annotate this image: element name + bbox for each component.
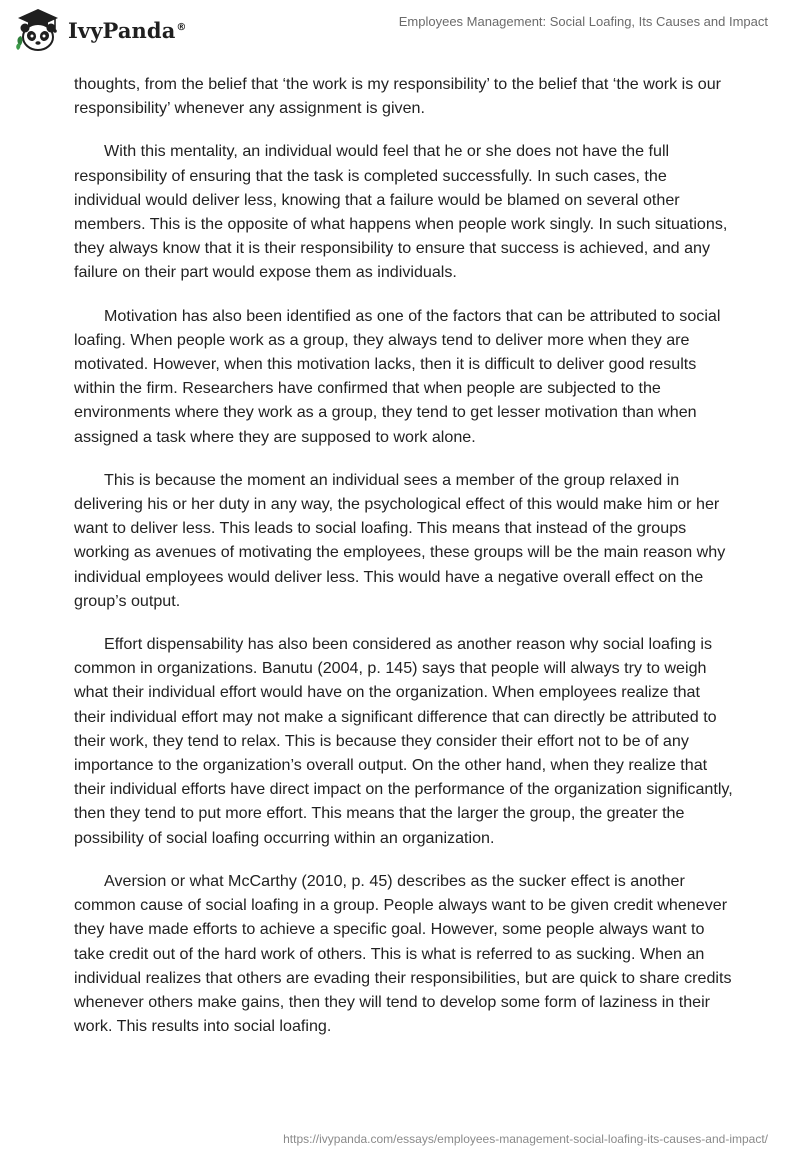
document-title: Employees Management: Social Loafing, Its Causes and Impact bbox=[398, 14, 768, 29]
paragraph: Motivation has also been identified as one of the factors that can be attributed to social loafing. When people work as a group, they always tend to deliver more when they are motivated. However, when this motivation lacks, then it is difficult to deliver good results within the firm. Researchers have confirmed that when people are subjected to the environments where they work as a group, they tend to get lesser motivation than when assigned a task where they are supposed to work alone. bbox=[74, 306, 721, 446]
page-header bbox=[0, 0, 800, 64]
source-url[interactable]: https://ivypanda.com/essays/employees-management-social-loafing-its-causes-and-impact/ bbox=[283, 1132, 768, 1146]
paragraph: thoughts, from the belief that ‘the work is my responsibility’ to the belief that ‘the work is our responsibility’ whenever any assignment is given. bbox=[74, 75, 722, 118]
paragraph: This is because the moment an individual sees a member of the group relaxed in delivering his or her duty in any way, the psychological effect of this would make him or her want to deliver less. This leads to social loafing. This means that instead of the groups working as avenues of motivating the employees, these groups will be the main reason why individual employees would deliver less. This would have a negative overall effect on the group’s output. bbox=[74, 470, 726, 610]
paragraph: With this mentality, an individual would feel that he or she does not have the full responsibility of ensuring that the task is completed successfully. In such cases, the individual would deliver less, knowing that a failure would be blamed on several other members. This is the opposite of what happens when people work singly. In such situations, they always know that it is their responsibility to ensure that success is achieved, and any failure on their part would expose them as individuals. bbox=[74, 142, 728, 282]
paragraph: Effort dispensability has also been considered as another reason why social loafing is common in organizations. Banutu (2004, p. 145) says that people will always try to weigh what their individual effort would have on the organization. When employees realize that their individual effort may not make a significant difference that can directly be attributed to their work, they tend to relax. This is because they consider their effort not to be of any importance to the organization’s overall output. On the other hand, when they realize that their individual efforts have direct impact on the performance of the organization significantly, then they tend to put more effort. This means that the larger the group, the greater the possibility of social loafing occurring within an organization. bbox=[74, 635, 733, 847]
ivypanda-logo[interactable] bbox=[14, 6, 187, 54]
essay-body bbox=[74, 72, 734, 1057]
logo-wordmark: IvyPanda® bbox=[68, 17, 187, 43]
panda-graduation-cap-icon bbox=[14, 6, 62, 54]
paragraph: Aversion or what McCarthy (2010, p. 45) describes as the sucker effect is another common cause of social loafing in a group. People always want to be given credit whenever they have made efforts to achieve a specific goal. However, some people always want to take credit out of the hard work of others. This is what is referred to as sucking. When an individual realizes that others are evading their responsibilities, but are quick to share credits whenever others make gains, then they will tend to develop some form of laziness in their work. This results into social loafing. bbox=[74, 871, 732, 1036]
